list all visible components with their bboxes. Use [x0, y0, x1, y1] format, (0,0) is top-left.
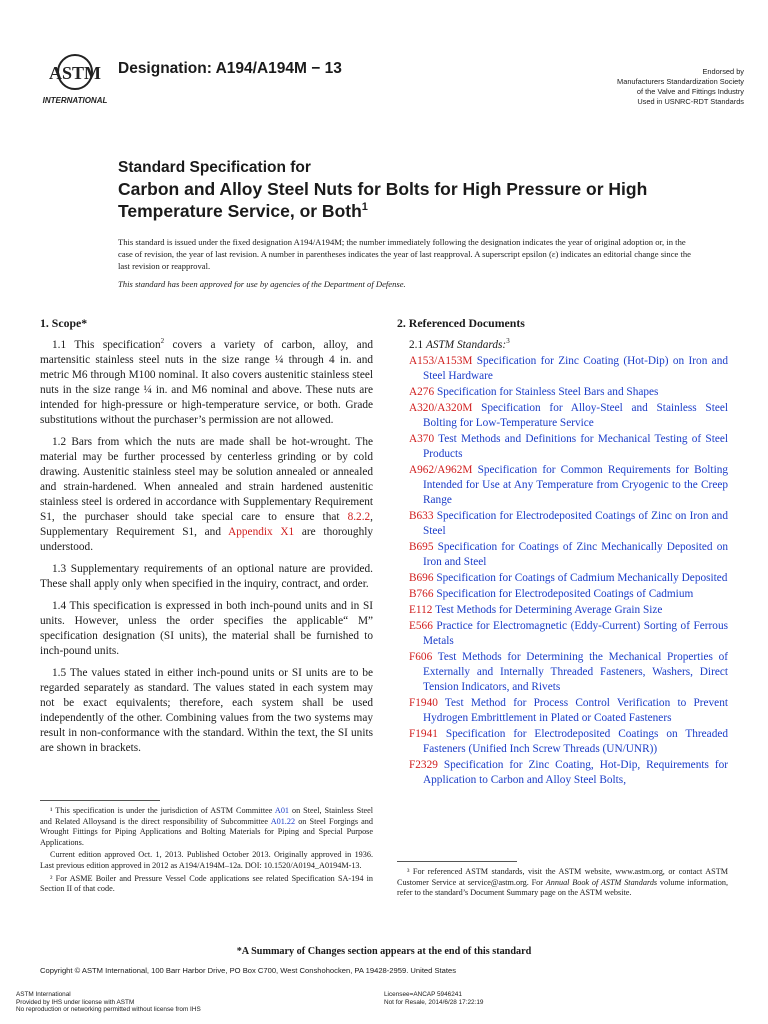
referenced-documents-section [397, 316, 728, 789]
text-run: 1.1 This specification [52, 339, 161, 351]
endorsement-line: of the Valve and Fittings Industry [636, 87, 744, 96]
link-a01[interactable]: A01 [274, 806, 290, 815]
page-title [118, 178, 678, 222]
title-prefix: Standard Specification for [118, 159, 311, 176]
title-text: Carbon and Alloy Steel Nuts for Bolts for High Pressure or High Temperature Service, or Both [118, 179, 648, 221]
footnote-1 [40, 806, 373, 848]
reference-code-link[interactable]: B695 [409, 541, 434, 553]
text-run: are thoroughly understood. [40, 526, 374, 553]
designation: Designation: A194/A194M − 13 [118, 60, 342, 77]
text-run: , Supplementary Requirement S1, and [40, 511, 373, 538]
logo-text: ASTM [48, 63, 102, 83]
reference-list [397, 354, 728, 788]
reference-code-link[interactable]: B633 [409, 510, 434, 522]
reference-title[interactable]: Specification for Electrodeposited Coatings on Threaded Fasteners (Unified Inch Screw Threads (UN/UNR)) [423, 728, 728, 755]
reference-item [409, 354, 728, 384]
reference-code-link[interactable]: F606 [409, 651, 433, 663]
reference-title[interactable]: Specification for Coatings of Zinc Mechanically Deposited on Iron and Steel [423, 541, 728, 568]
reference-code-link[interactable]: E112 [409, 604, 433, 616]
reference-item [409, 540, 728, 570]
reference-item [409, 619, 728, 649]
license-line: Licensee=ANCAP 5946241 [384, 991, 462, 998]
title-block [118, 158, 678, 222]
text-run: ³ For referenced ASTM standards, visit the ASTM website, www.astm.org, or contact ASTM Customer Service at service@astm.org. For [397, 867, 728, 887]
text-run: ASTM Standards: [425, 339, 507, 351]
reference-code-link[interactable]: F2329 [409, 759, 438, 771]
license-line: Provided by IHS under license with ASTM [16, 998, 135, 1006]
reference-code-link[interactable]: A320/A320M [409, 402, 473, 414]
section-heading-referenced-documents: 2. Referenced Documents [397, 316, 525, 330]
reference-code-link[interactable]: A962/A962M [409, 464, 473, 476]
copyright-line: Copyright © ASTM International, 100 Barr Harbor Drive, PO Box C700, West Conshohocken, PA 19428-2959. United States [40, 966, 457, 975]
reference-code-link[interactable]: A370 [409, 433, 435, 445]
footnote-2: ² For ASME Boiler and Pressure Vessel Code applications see related Specification SA-194 in Section II of that code. [40, 873, 373, 894]
footnote-marker: 2 [160, 337, 165, 346]
reference-title[interactable]: Specification for Stainless Steel Bars and Shapes [436, 386, 659, 398]
paragraph-1-1 [40, 338, 373, 428]
text-run: on Steel, Stainless Steel and Related Alloysand is the direct responsibility of Subcommittee [40, 806, 374, 826]
scope-section [40, 316, 373, 756]
reference-title[interactable]: Specification for Electrodeposited Coatings of Zinc on Iron and Steel [423, 510, 728, 537]
title-footnote-marker: 1 [361, 201, 368, 214]
dod-approval: This standard has been approved for use by agencies of the Department of Defense. [118, 279, 406, 289]
reference-item [409, 385, 728, 400]
text-run: 1.2 Bars from which the nuts are made shall be hot-wrought. The material may be further processed by centerless grinding or by cold drawing. Austenitic stainless steel may be solution annealed or annealed and strain-hardened. When annealed and strain hardened austenitic stainless steel is ordered in accordance with Supplementary Requirement S1, the purchaser should take special care to ensure that [40, 436, 373, 523]
text-run: volume information, refer to the standard’s Document Summary page on the ASTM website. [397, 877, 728, 898]
reference-item [409, 509, 728, 539]
reference-title[interactable]: Specification for Coatings of Cadmium Mechanically Deposited [436, 572, 728, 584]
link-a01-22[interactable]: A01.22 [270, 816, 296, 826]
logo-subtext: INTERNATIONAL [42, 96, 108, 105]
reference-title[interactable]: Specification for Electrodeposited Coatings of Cadmium [436, 588, 694, 600]
text-run: covers a variety of carbon, alloy, and martensitic stainless steel nuts in the size range ¼ through 4 in. and metric M6 through M100 nominal. It also covers austenitic stainless steel nuts in the size range ¼ in. and M6 nominal and above. These nuts are intended for high-pressure or high-temperature service, or both. Grade substitutions without the purchaser’s permission are not allowed. [40, 339, 373, 426]
summary-of-changes-note: *A Summary of Changes section appears at the end of this standard [236, 946, 532, 957]
footnote-1-edition: Current edition approved Oct. 1, 2013. Published October 2013. Originally approved in 1936. Last previous edition approved in 2012 as A194/A194M–12a. DOI: 10.1520/A0194_A0194M-13. [40, 850, 373, 870]
reference-title[interactable]: Test Methods for Determining Average Grain Size [435, 604, 663, 616]
astm-logo-icon [42, 50, 112, 108]
link-8-2-2[interactable]: 8.2.2 [347, 511, 371, 523]
endorsement-block [617, 67, 744, 107]
reference-item [409, 463, 728, 508]
paragraph-1-2 [40, 435, 373, 555]
footnote-divider [40, 800, 160, 801]
footnotes-left [40, 806, 373, 897]
reference-title[interactable]: Specification for Alloy-Steel and Stainless Steel Bolting for Low-Temperature Service [423, 402, 728, 429]
subsection-astm-standards [409, 338, 728, 353]
reference-title[interactable]: Test Methods and Definitions for Mechanical Testing of Steel Products [423, 433, 729, 460]
endorsement-line: Used in USNRC-RDT Standards [637, 97, 744, 106]
license-line: No reproduction or networking permitted without license from IHS [16, 1006, 201, 1014]
reference-code-link[interactable]: B766 [409, 588, 434, 600]
footnotes-right [397, 867, 728, 901]
reference-title[interactable]: Specification for Zinc Coating (Hot-Dip) on Iron and Steel Hardware [423, 355, 728, 382]
paragraph-1-5: 1.5 The values stated in either inch-pound units or SI units are to be regarded separately as standard. The values stated in each system may not be exact equivalents; therefore, each system shall be used independently of the other. Combining values from the two systems may result in non-conformance with the standard. Within the text, the SI units are shown in brackets. [40, 667, 373, 754]
footnote-marker: 3 [506, 337, 510, 346]
reference-item [409, 696, 728, 726]
reference-title[interactable]: Specification for Zinc Coating, Hot-Dip, Requirements for Application to Carbon and Alloy Steel Bolts, [423, 759, 728, 786]
reference-code-link[interactable]: F1940 [409, 697, 438, 709]
reference-item [409, 603, 728, 618]
endorsement-line: Manufacturers Standardization Society [617, 77, 744, 86]
reference-code-link[interactable]: E566 [409, 620, 433, 632]
reference-item [409, 432, 728, 462]
footnote-3 [397, 867, 728, 899]
license-info-right [384, 991, 483, 1006]
license-line: ASTM International [16, 991, 71, 998]
reference-item [409, 727, 728, 757]
link-appendix-x1[interactable]: Appendix X1 [228, 526, 295, 538]
designation-notice: This standard is issued under the fixed designation A194/A194M; the number immediately following the designation indicates the year of original adoption or, in the case of revision, the year of last revision. A number in parentheses indicates the year of last reapproval. A superscript epsilon (ε) indicates an editorial change since the last revision or reapproval. [118, 237, 691, 271]
reference-item [409, 758, 728, 788]
reference-title[interactable]: Practice for Electromagnetic (Eddy-Current) Sorting of Ferrous Metals [423, 620, 728, 647]
text-run: ¹ This specification is under the jurisdiction of ASTM Committee [50, 806, 275, 815]
reference-code-link[interactable]: A153/A153M [409, 355, 473, 367]
paragraph-1-3: 1.3 Supplementary requirements of an optional nature are provided. These shall apply only when specified in the inquiry, contract, and order. [40, 563, 373, 590]
license-line: Not for Resale, 2014/6/28 17:22:19 [384, 998, 484, 1006]
section-heading-scope: 1. Scope* [40, 316, 88, 330]
text-run: Annual Book of ASTM Standards [545, 877, 658, 887]
reference-item [409, 587, 728, 602]
reference-title[interactable]: Specification for Common Requirements for Bolting Intended for Use at Any Temperature from Cryogenic to the Creep Range [423, 464, 729, 506]
endorsement-line: Endorsed by [702, 67, 744, 76]
reference-code-link[interactable]: A276 [409, 386, 435, 398]
text-run: 2.1 [409, 339, 426, 351]
astm-logo [42, 50, 112, 108]
reference-code-link[interactable]: F1941 [409, 728, 438, 740]
reference-item [409, 571, 728, 586]
text-run: on Steel Forgings and Wrought Fittings for Piping Applications and Bolting Materials for Piping and Special Purpose Applications. [40, 816, 373, 847]
reference-code-link[interactable]: B696 [409, 572, 434, 584]
reference-item [409, 401, 728, 431]
footnote-divider [397, 861, 517, 862]
reference-title[interactable]: Test Method for Process Control Verification to Prevent Hydrogen Embrittlement in Plated or Coated Fasteners [423, 697, 728, 724]
reference-title[interactable]: Test Methods for Determining the Mechanical Properties of Externally and Internally Threaded Fasteners, Washers, Direct Tension Indicators, and Rivets [423, 651, 728, 693]
paragraph-1-4: 1.4 This specification is expressed in both inch-pound units and in SI units. However, unless the order specifies the applicable“ M” specification designation (SI units), the material shall be furnished to inch-pound units. [40, 600, 373, 657]
reference-item [409, 650, 728, 695]
license-info-left [16, 991, 201, 1014]
